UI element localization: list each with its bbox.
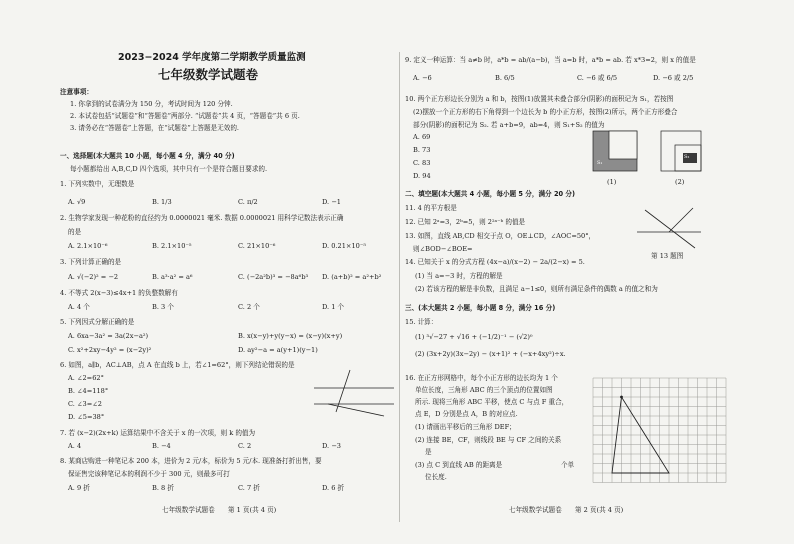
question-10-cont: (2)摆放一个正方形的右下角得到一个边长为 b 的小正方形，按图(2)所示，两个正方形叠合 [413, 108, 678, 116]
page-footer: 七年级数学试题卷 第 1 页(共 4 页) [162, 506, 277, 514]
question-16: 16. 在正方形网格中，每个小正方形的边长均为 1 个 [405, 374, 558, 382]
option: D. 6 折 [322, 484, 345, 492]
q6-figure [314, 368, 396, 418]
s2-label: S₂ [684, 154, 690, 160]
question-16-part: 位长度. [425, 473, 447, 481]
question-16-cont: 点 E，D 分别是点 A，B 的对应点. [415, 410, 518, 418]
question-10-cont: 部分(阴影)的面积记为 S₂. 若 a+b=9，ab=4，则 S₁+S₂ 的值为 [413, 121, 605, 129]
question-7: 7. 若 (x−2)(2x+k) 运算结果中不含关于 x 的一次项，则 k 的值为 [60, 429, 256, 437]
option: D. (a+b)² = a²+b² [322, 273, 382, 281]
option: A. 9 折 [68, 484, 90, 492]
option: D. −6 或 2/5 [653, 74, 694, 82]
section-desc: 每小题都给出 A,B,C,D 四个选项，其中只有一个是符合题目要求的. [70, 165, 268, 173]
section-heading: 一、选择题(本大题共 10 小题，每小题 4 分，满分 40 分) [60, 152, 235, 160]
fig-caption: (1) [607, 178, 617, 186]
option: C. 2 [238, 442, 252, 450]
fig-caption: (2) [675, 178, 685, 186]
exam-subtitle: 七年级数学试题卷 [158, 67, 259, 82]
option: D. −3 [322, 442, 341, 450]
point-f [620, 396, 623, 399]
notice-item: 1. 你拿到的试卷满分为 150 分，考试时间为 120 分钟. [70, 100, 233, 108]
option: A. 6xa−3a² = 3a(2x−a²) [68, 332, 149, 340]
question-5: 5. 下列因式分解正确的是 [60, 318, 135, 326]
option: B. x(x−y)+y(y−x) = (x−y)(x+y) [238, 332, 343, 340]
question-16-part: 个单 [561, 461, 575, 469]
section-heading: 二、填空题(本大题共 4 小题，每小题 5 分，满分 20 分) [405, 190, 576, 198]
q13-figure [637, 206, 707, 250]
option: C. 83 [413, 159, 431, 167]
option: A. √9 [68, 198, 86, 206]
question-8: 8. 某商店购进一种笔记本 200 本，进价为 2 元/本，标价为 5 元/本. 现准备打折出售，要 [60, 457, 322, 465]
option: A. 4 [68, 442, 82, 450]
option: C. ∠3=∠2 [68, 400, 102, 408]
option: D. −1 [322, 198, 341, 206]
question-15-part: (1) ³√−27 + √16 + (−1/2)⁻¹ − (√2)⁰ [415, 333, 533, 341]
option: C. −6 或 6/5 [577, 74, 618, 82]
left-page [60, 0, 395, 544]
question-15: 15. 计算： [405, 318, 438, 326]
option: A. −6 [413, 74, 432, 82]
option: A. 69 [413, 133, 431, 141]
section-heading: 三、(本大题共 2 小题，每小题 8 分，满分 16 分) [405, 304, 556, 312]
question-2: 2. 生物学家发现一种花粉的直径约为 0.0000021 毫米. 数据 0.0000021 用科学记数法表示正确 [60, 214, 344, 222]
question-11: 11. 4 的平方根是 [405, 204, 457, 212]
option: D. ay²−a = a(y+1)(y−1) [238, 346, 318, 354]
option: B. 1/3 [152, 198, 172, 206]
option: B. a³·a² = a⁶ [152, 273, 193, 281]
q10-figure-1 [593, 131, 641, 175]
option: B. −4 [152, 442, 171, 450]
question-2-cont: 的是 [68, 228, 82, 236]
option: A. ∠2=62° [68, 374, 104, 382]
question-15-part: (2) (3x+2y)(3x−2y) − (x+1)² + (−x+4xy²)÷x. [415, 350, 566, 358]
question-16-part: 是 [425, 448, 432, 456]
question-4: 4. 不等式 2(x−3)≤4x+1 的负整数解有 [60, 289, 178, 297]
option: B. 2.1×10⁻⁵ [152, 242, 192, 250]
question-16-part: (2) 连接 BE，CF，则线段 BE 与 CF 之间的关系 [415, 436, 562, 444]
option: A. 2.1×10⁻⁶ [68, 242, 108, 250]
q10-figure-2 [661, 131, 709, 175]
option: B. 8 折 [152, 484, 174, 492]
right-page [405, 0, 745, 544]
question-10: 10. 两个正方形边长分别为 a 和 b，按图(1)放置其未叠合部分(阴影)的面积记为 S₁，若按图 [405, 95, 674, 103]
question-1: 1. 下列实数中，无理数是 [60, 180, 135, 188]
option: C. 7 折 [238, 484, 260, 492]
question-12: 12. 已知 2ᵃ=3，2ᵇ=5，则 2²ᵃ⁻ᵇ 的值是 [405, 218, 526, 226]
question-6: 6. 如图，a∥b，AC⊥AB，点 A 在直线 b 上，若∠1=62°，则下列结论错误的是 [60, 361, 295, 369]
question-16-part: (3) 点 C 到直线 AB 的距离是 [415, 461, 503, 469]
option: C. (−2a²b)³ = −8a⁶b³ [238, 273, 309, 281]
question-16-cont: 单位长度，三角形 ABC 的三个顶点的位置如图 [415, 386, 553, 394]
page-divider [399, 52, 400, 522]
notice-label: 注意事项： [60, 88, 93, 96]
option: B. 3 个 [152, 303, 174, 311]
option: D. ∠5=38° [68, 413, 105, 421]
question-13: 13. 如图，直线 AB,CD 相交于点 O，OE⊥CD，∠AOC=50°， [405, 232, 596, 240]
option: A. √(−2)² = −2 [68, 273, 119, 281]
q16-grid-figure [593, 378, 729, 490]
question-9: 9. 定义一种运算：当 a≠b 时，a*b = ab/(a−b)，当 a=b 时，a*b = ab. 若 x*3=2，则 x 的值是 [405, 56, 696, 64]
question-3: 3. 下列计算正确的是 [60, 258, 122, 266]
option: D. 1 个 [322, 303, 345, 311]
option: C. x²+2xy−4y² = (x−2y)² [68, 346, 152, 354]
question-16-part: (1) 请画出平移后的三角形 DEF； [415, 423, 516, 431]
question-14: 14. 已知关于 x 的分式方程 (4x−a)/(x−2) − 2a/(2−x) = 5. [405, 258, 585, 266]
question-14-part: (2) 若该方程的解是非负数，且满足 a−1≤0，则所有满足条件的偶数 a 的值之和为 [415, 285, 658, 293]
option: A. 4 个 [68, 303, 90, 311]
option: D. 94 [413, 172, 431, 180]
question-8-cont: 保证售完该种笔记本的利润不少于 300 元，则最多可打 [68, 470, 230, 478]
question-14-part: (1) 当 a=−3 时，方程的解是 [415, 272, 503, 280]
exam-title: 2023−2024 学年度第二学期教学质量监测 [118, 52, 306, 63]
option: B. 73 [413, 146, 431, 154]
option: C. π/2 [238, 198, 258, 206]
option: B. 6/5 [495, 74, 515, 82]
option: D. 0.21×10⁻⁵ [322, 242, 366, 250]
page-footer: 七年级数学试题卷 第 2 页(共 4 页) [509, 506, 624, 514]
notice-item: 3. 请务必在“答题卷”上答题，在“试题卷”上答题是无效的. [70, 124, 240, 132]
notice-item: 2. 本试卷包括“试题卷”和“答题卷”两部分. “试题卷”共 4 页，“答题卷”共 6 页. [70, 112, 300, 120]
option: C. 21×10⁻⁶ [238, 242, 276, 250]
option: C. 2 个 [238, 303, 260, 311]
question-13-cont: 则∠BOD−∠BOE= [413, 245, 473, 253]
question-16-cont: 所示. 现将三角形 ABC 平移，使点 C 与点 F 重合， [415, 398, 569, 406]
fig-caption: 第 13 题图 [651, 252, 684, 260]
s1-label: S₁ [597, 160, 603, 166]
option: B. ∠4=118° [68, 387, 109, 395]
